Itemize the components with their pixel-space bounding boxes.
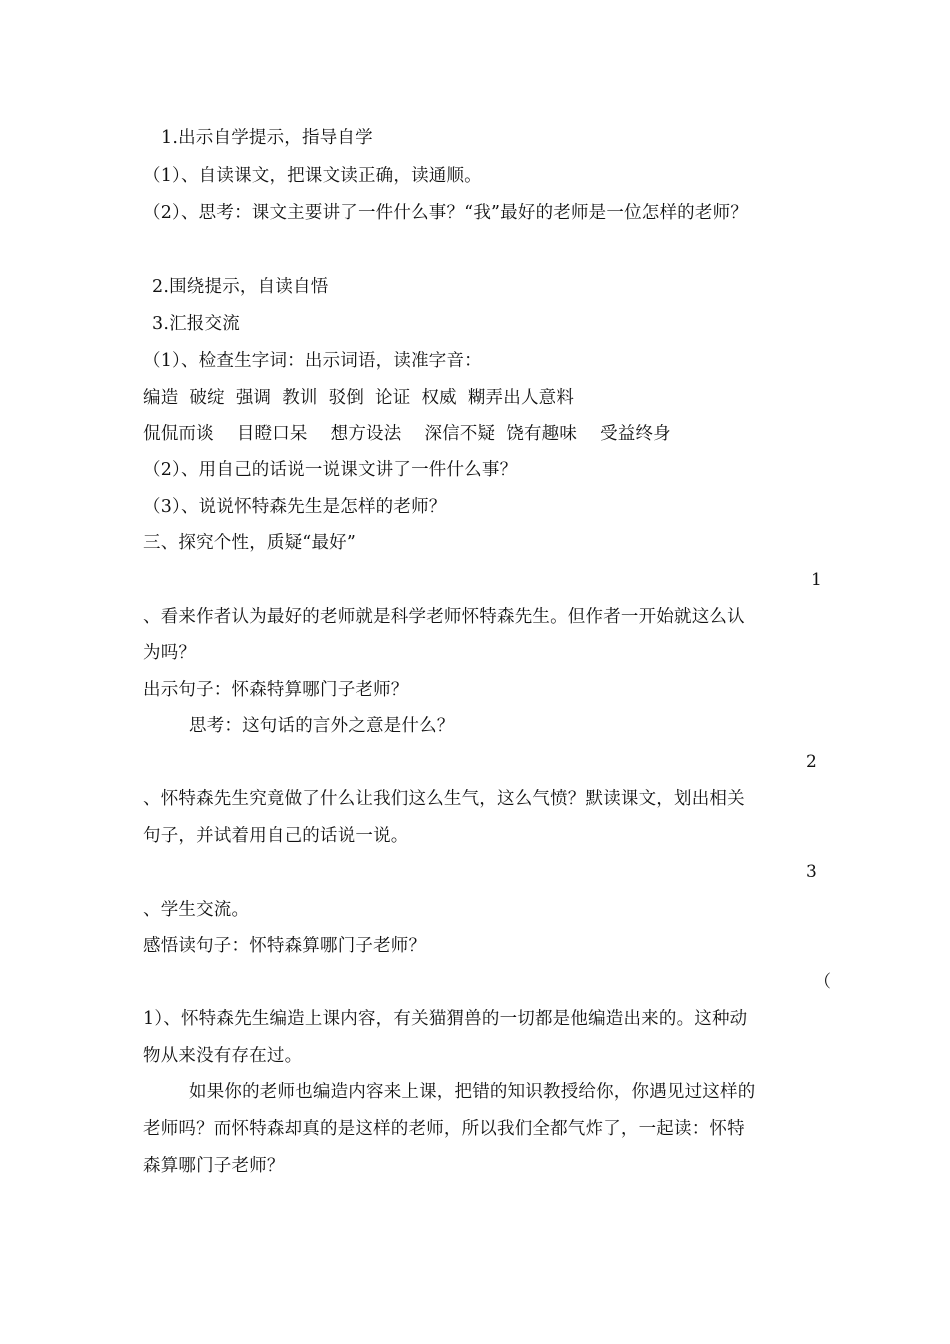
paragraph-5-line-2: 老师吗？而怀特森却真的是这样的老师，所以我们全都气炸了，一起读：怀特 xyxy=(143,1119,745,1139)
vocab-word: 饶有趣味 xyxy=(506,424,578,444)
step-3-item-2: （2）、用自己的话说一说课文讲了一件什么事？ xyxy=(143,460,518,480)
vocab-word: 侃侃而谈 xyxy=(143,424,214,444)
vocab-row-2 xyxy=(143,423,671,445)
paragraph-4-line-1: 1）、怀特森先生编造上课内容，有关猫猬兽的一切都是他编造出来的。这种动 xyxy=(143,1009,748,1029)
paragraph-5-line-3: 森算哪门子老师？ xyxy=(143,1156,285,1176)
vocab-word: 权威 xyxy=(421,388,457,408)
paragraph-4-line-2: 物从来没有存在过。 xyxy=(143,1046,303,1066)
paragraph-2-line-2: 句子，并试着用自己的话说一说。 xyxy=(143,826,409,846)
quoted-sentence-1: 出示句子：怀森特算哪门子老师？ xyxy=(143,680,409,700)
vocab-word: 目瞪口呆 xyxy=(236,424,308,444)
vocab-word: 论证 xyxy=(375,388,411,408)
vocab-word: 受益终身 xyxy=(600,424,671,444)
thinking-question: 思考：这句话的言外之意是什么？ xyxy=(189,716,455,736)
item-paren: （ xyxy=(814,972,831,992)
quoted-sentence-2: 感悟读句子：怀特森算哪门子老师？ xyxy=(143,936,427,956)
item-number-3: 3 xyxy=(806,862,817,882)
paragraph-2-line-1: 、怀特森先生究竟做了什么让我们这么生气，这么气愤？默读课文，划出相关 xyxy=(143,789,745,809)
step-1-item-1: （1）、自读课文，把课文读正确，读通顺。 xyxy=(143,166,482,186)
item-number-2: 2 xyxy=(806,752,817,772)
paragraph-1-line-1: 、看来作者认为最好的老师就是科学老师怀特森先生。但作者一开始就这么认 xyxy=(143,607,745,627)
vocab-word: 编造 xyxy=(143,388,179,408)
item-number-1: 1 xyxy=(811,570,822,590)
section-3-heading: 三、探究个性，质疑“最好” xyxy=(143,533,356,553)
vocab-word: 想方设法 xyxy=(330,424,402,444)
vocab-word: 教训 xyxy=(282,388,318,408)
step-3-item-3: （3）、说说怀特森先生是怎样的老师？ xyxy=(143,497,447,517)
vocab-word: 驳倒 xyxy=(328,388,365,408)
paragraph-3-line-1: 、学生交流。 xyxy=(143,900,250,920)
vocab-word: 糊弄出人意料 xyxy=(467,388,575,408)
step-1-item-2: （2）、思考：课文主要讲了一件什么事？“我”最好的老师是一位怎样的老师？ xyxy=(143,203,748,223)
step-3-heading: 3.汇报交流 xyxy=(152,314,240,334)
step-3-item-1: （1）、检查生字词：出示词语，读准字音： xyxy=(143,351,482,371)
paragraph-5-line-1: 如果你的老师也编造内容来上课，把错的知识教授给你，你遇见过这样的 xyxy=(189,1082,756,1102)
vocab-row-1 xyxy=(143,387,574,409)
vocab-word: 破绽 xyxy=(189,388,225,408)
step-2-heading: 2.围绕提示，自读自悟 xyxy=(152,277,329,297)
vocab-word: 强调 xyxy=(235,388,272,408)
step-1-heading: 1.出示自学提示，指导自学 xyxy=(161,128,373,148)
paragraph-1-line-2: 为吗？ xyxy=(143,643,197,663)
vocab-word: 深信不疑 xyxy=(424,424,496,444)
